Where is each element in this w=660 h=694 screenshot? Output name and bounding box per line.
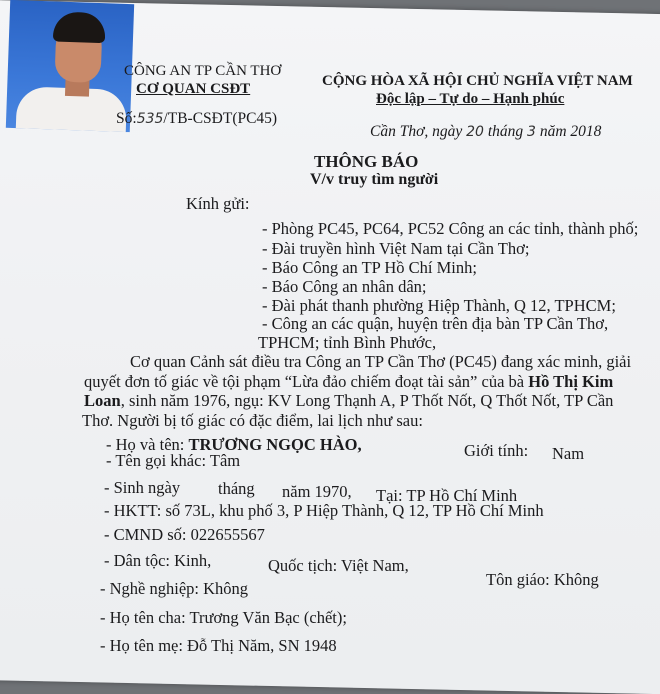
mother-row: - Họ tên mẹ: Đỗ Thị Năm, SN 1948 bbox=[100, 636, 337, 655]
gender-label: Giới tính: bbox=[464, 441, 529, 460]
body-line: Cơ quan Cảnh sát điều tra Công an TP Cần Thơ (PC45) đang xác minh, giải bbox=[130, 352, 632, 371]
recipient-item: - Đài phát thanh phường Hiệp Thành, Q 12, TPHCM; bbox=[262, 296, 616, 315]
motto-line2: Độc lập – Tự do – Hạnh phúc bbox=[376, 91, 565, 107]
nationality-row: Quốc tịch: Việt Nam, bbox=[268, 556, 409, 575]
document-title: THÔNG BÁO bbox=[314, 152, 419, 171]
suspect-name: TRƯƠNG NGỌC HÀO, bbox=[188, 435, 362, 454]
body-line: quyết đơn tố giác về tội phạm “Lừa đảo chiếm đoạt tài sản” của bà Hồ Thị Kim bbox=[84, 372, 614, 391]
cmnd-row: - CMND số: 022655567 bbox=[104, 525, 265, 544]
recipient-item: - Báo Công an nhân dân; bbox=[262, 277, 427, 296]
document-subtitle: V/v truy tìm người bbox=[310, 171, 439, 188]
agency-line2: CƠ QUAN CSĐT bbox=[136, 81, 251, 97]
body-line: Thơ. Người bị tố giác có đặc điểm, lai lịch như sau: bbox=[82, 411, 423, 430]
name-row: - Họ và tên: TRƯƠNG NGỌC HÀO, bbox=[106, 435, 362, 454]
alias-row: - Tên gọi khác: Tâm bbox=[106, 451, 241, 470]
ethnic-row: - Dân tộc: Kinh, bbox=[104, 551, 212, 570]
job-row: - Nghề nghiệp: Không bbox=[100, 579, 249, 598]
body-line: Loan, sinh năm 1976, ngụ: KV Long Thạnh A, P Thốt Nốt, Q Thốt Nốt, TP Cần bbox=[84, 391, 614, 410]
hktt-row: - HKTT: số 73L, khu phố 3, P Hiệp Thành, Q 12, TP Hồ Chí Minh bbox=[104, 501, 544, 520]
father-row: - Họ tên cha: Trương Văn Bạc (chết); bbox=[100, 608, 347, 627]
dob-part: năm 1970, bbox=[282, 482, 352, 501]
dob-part: tháng bbox=[218, 479, 255, 498]
portrait-photo bbox=[6, 0, 134, 132]
recipient-item: - Báo Công an TP Hồ Chí Minh; bbox=[262, 258, 477, 277]
birthplace: Tại: TP Hồ Chí Minh bbox=[376, 486, 518, 505]
dob-part: - Sinh ngày bbox=[104, 478, 181, 497]
religion-row: Tôn giáo: Không bbox=[486, 570, 599, 589]
document-number: Số:535/TB-CSĐT(PC45) bbox=[116, 110, 278, 127]
handwritten-number: 535 bbox=[136, 111, 164, 127]
date-line: Cần Thơ, ngày 20 tháng 3 năm 2018 bbox=[370, 123, 602, 140]
greeting: Kính gửi: bbox=[186, 194, 250, 213]
recipient-item: - Phòng PC45, PC64, PC52 Công an các tỉnh, thành phố; bbox=[262, 219, 639, 238]
recipient-item: TPHCM; tỉnh Bình Phước, bbox=[258, 333, 437, 352]
gender-value: Nam bbox=[552, 444, 585, 463]
motto-line1: CỘNG HÒA XÃ HỘI CHỦ NGHĨA VIỆT NAM bbox=[322, 73, 633, 89]
agency-line1: CÔNG AN TP CẦN THƠ bbox=[124, 63, 282, 79]
recipient-item: - Công an các quận, huyện trên địa bàn TP Cần Thơ, bbox=[262, 314, 609, 333]
recipient-item: - Đài truyền hình Việt Nam tại Cần Thơ; bbox=[262, 239, 530, 258]
